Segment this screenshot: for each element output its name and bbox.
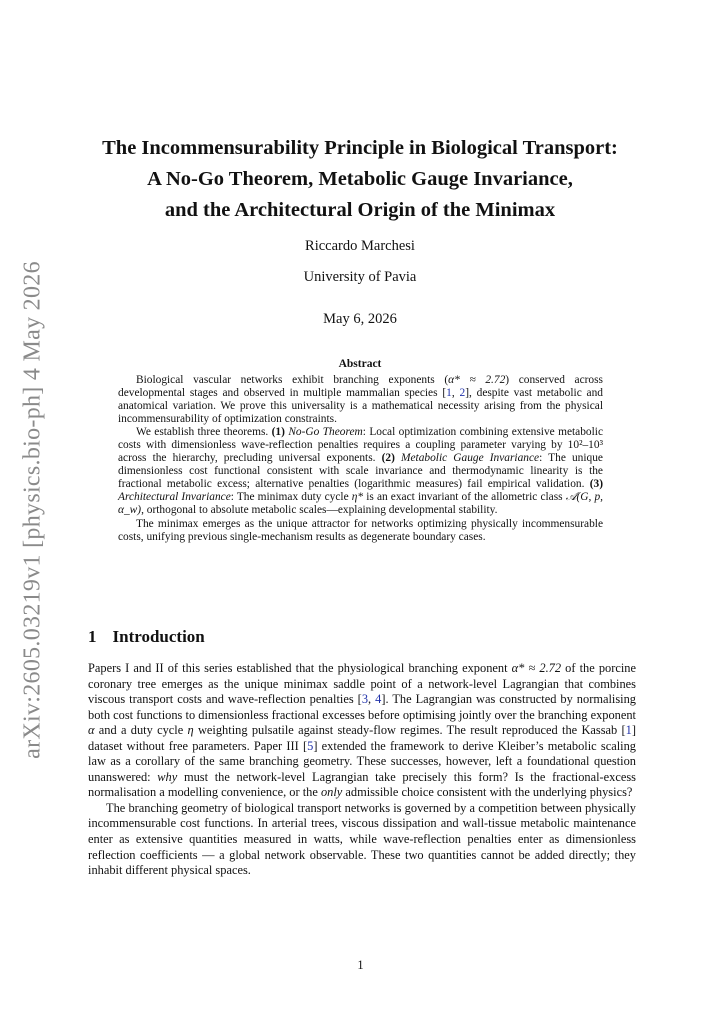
abstract-paragraph-2 bbox=[118, 426, 603, 517]
text: ] dataset without free parameters. Paper III [ bbox=[88, 723, 637, 753]
title-line-2: A No-Go Theorem, Metabolic Gauge Invariance, bbox=[147, 168, 573, 190]
section-number: 1 bbox=[88, 627, 97, 646]
text: weighting pulsatile against steady-flow regimes. The result reproduced the Kassab [ bbox=[193, 723, 626, 738]
math-eta-star: η* bbox=[351, 491, 364, 504]
affiliation: University of Pavia bbox=[303, 269, 417, 285]
author: Riccardo Marchesi bbox=[305, 238, 415, 254]
theorem-number: (3) bbox=[589, 478, 603, 491]
theorem-name: Architectural Invariance bbox=[118, 491, 231, 504]
date: May 6, 2026 bbox=[323, 311, 397, 327]
section-title: Introduction bbox=[112, 627, 205, 646]
abstract-paragraph-1 bbox=[118, 374, 603, 426]
intro-paragraph-1 bbox=[88, 661, 636, 801]
text: ], despite vast metabolic and anatomical variation. We prove this universality is a mathematical necessity arising from the physical incommensurability of optimization constraints. bbox=[118, 387, 603, 426]
citation-link[interactable]: 5 bbox=[307, 738, 314, 753]
text: : The unique dimensionless cost functional consistent with scale invariance and thermodynamic linearity is the fractional metabolic excess; alternative penalties (logarithmic measures) fail empirical validation. bbox=[118, 452, 603, 491]
text: , bbox=[451, 387, 460, 400]
emphasis: only bbox=[320, 785, 343, 800]
arxiv-identifier: arXiv:2605.03219v1 [physics.bio-ph] 4 May 2026 bbox=[19, 261, 46, 759]
text: of the porcine coronary tree emerges as the unique minimax saddle point of a network-level Lagrangian that combines viscous transport costs and wave-reflection penalties [ bbox=[88, 661, 636, 707]
text: , orthogonal to absolute metabolic scales—explaining developmental stability. bbox=[141, 504, 498, 517]
math-eta: η bbox=[187, 723, 194, 738]
theorem-number: (1) bbox=[271, 426, 285, 439]
text: Biological vascular networks exhibit branching exponents ( bbox=[136, 374, 449, 386]
text: : Local optimization combining extensive metabolic costs with dimensionless wave-reflection penalties requires a coupling parameter varying by 10²–10³ across the hierarchy, precluding universal exponents. bbox=[118, 426, 603, 465]
text: is an exact invariant of the allometric class bbox=[363, 491, 566, 504]
citation-link[interactable]: 3 bbox=[361, 692, 369, 707]
citation-link[interactable]: 4 bbox=[375, 692, 382, 707]
text: We establish three theorems. bbox=[136, 426, 272, 439]
intro-paragraph-2: The branching geometry of biological transport networks is governed by a competition between physically incommensurable cost functions. In arterial trees, viscous dissipation and wall-tissue metabolic maintenance enter as extensive quantities measured in watts, while wave-reflection penalties enter as dimensionless reflection coefficients — a global network observable. These two quantities cannot be added directly; they inhabit different physical spaces. bbox=[88, 800, 636, 878]
text: admissible choice consistent with the underlying physics? bbox=[342, 785, 633, 800]
paper-title bbox=[60, 133, 660, 226]
page-number: 1 bbox=[357, 958, 364, 972]
theorem-name: No-Go Theorem bbox=[284, 426, 363, 439]
math-allometric-class: 𝒜(G, p, α_w) bbox=[118, 491, 603, 517]
text: Papers I and II of this series established that the physiological branching exponent bbox=[88, 661, 512, 675]
math-alpha-star: α* ≈ 2.72 bbox=[448, 374, 506, 386]
text: , bbox=[368, 692, 376, 707]
text: ) conserved across developmental stages and observed in multiple mammalian species [ bbox=[118, 374, 603, 400]
theorem-number: (2) bbox=[381, 452, 395, 465]
abstract-heading: Abstract bbox=[338, 358, 382, 370]
arxiv-sidebar bbox=[18, 255, 48, 765]
text: : The minimax duty cycle bbox=[230, 491, 352, 504]
citation-link[interactable]: 2 bbox=[459, 387, 466, 400]
math-alpha: α bbox=[88, 723, 95, 738]
citation-link[interactable]: 1 bbox=[625, 723, 632, 738]
text: ]. The Lagrangian was constructed by normalising both cost functions to dimensionless fractional excesses before optimising jointly over the branching exponent bbox=[88, 692, 636, 722]
theorem-name: Metabolic Gauge Invariance bbox=[394, 452, 540, 465]
title-line-3: and the Architectural Origin of the Minimax bbox=[164, 199, 556, 221]
section-heading bbox=[88, 627, 205, 647]
title-line-1: The Incommensurability Principle in Biological Transport: bbox=[102, 137, 618, 159]
abstract-paragraph-3: The minimax emerges as the unique attractor for networks optimizing physically incommensurable costs, unifying previous single-mechanism results as degenerate boundary cases. bbox=[118, 517, 603, 543]
emphasis: why bbox=[157, 769, 178, 784]
text: must the network-level Lagrangian take precisely this form? Is the fractional-excess normalisation a modelling convenience, or the bbox=[88, 769, 636, 800]
abstract-body bbox=[118, 374, 603, 544]
citation-link[interactable]: 1 bbox=[446, 387, 452, 400]
introduction-body bbox=[88, 661, 636, 879]
math-alpha-star: α* ≈ 2.72 bbox=[511, 661, 562, 675]
text: ] extended the framework to derive Kleiber’s metabolic scaling law as a corollary of the same branching geometry. These successes, however, left a foundational question unanswered: bbox=[88, 738, 636, 784]
text: and a duty cycle bbox=[94, 723, 188, 738]
